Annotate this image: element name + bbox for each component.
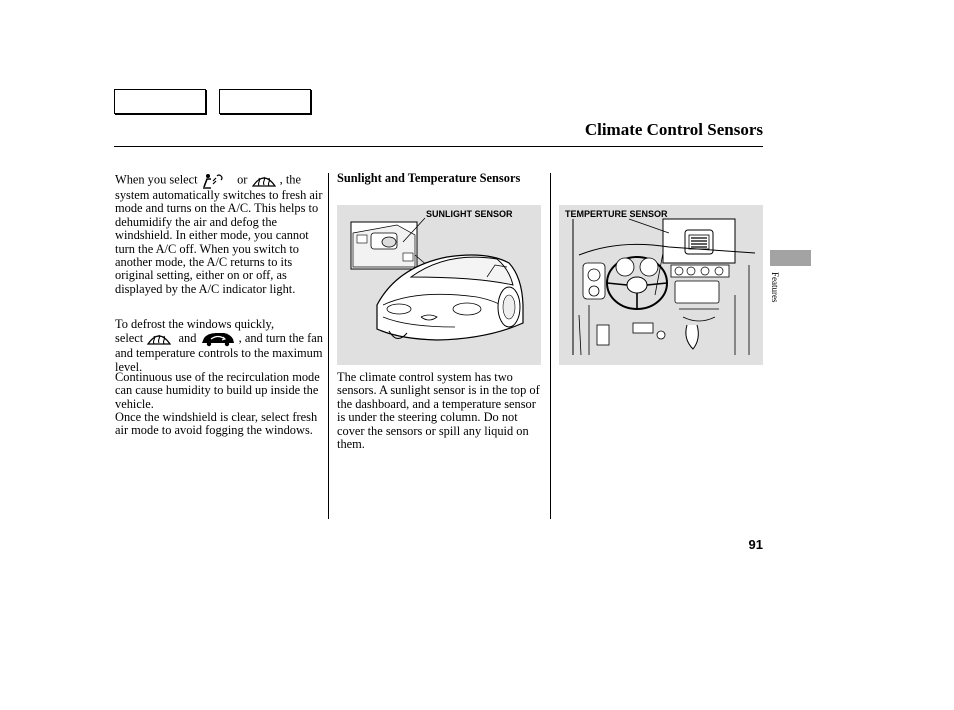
nav-box-next[interactable] — [219, 89, 311, 114]
recirculation-humidity-paragraph: Continuous use of the recirculation mode can cause humidity to build up inside the vehicle. — [115, 370, 320, 411]
column-divider-right — [550, 173, 551, 519]
para2-and: and — [178, 331, 197, 346]
defrost-paragraph — [115, 318, 325, 374]
page-title: Climate Control Sensors — [584, 120, 763, 139]
temperature-sensor-figure — [559, 205, 763, 365]
sunlight-sensor-figure — [337, 205, 541, 365]
dashboard-illustration — [559, 205, 763, 365]
para1-text-rest: , the system automatically switches to fresh air mode and turns on the A/C. This helps to dehumidify the air and defog the windshield. In either mode, you cannot turn the A/C off. When you switch to another mode, the A/C returns to its original setting, either on or off, as displayed by the A/C indicator light. — [115, 172, 323, 296]
section-tab[interactable] — [770, 250, 811, 266]
sensor-description-paragraph: The climate control system has two sensors. A sunlight sensor is in the top of the dashboard, and a temperature sensor is under the steering column. Do not cover the sensors or spill any liquid on them. — [337, 370, 540, 452]
nav-box-previous[interactable] — [114, 89, 206, 114]
sunlight-sensor-label: SUNLIGHT SENSOR — [426, 209, 513, 219]
defrost-icon — [146, 332, 172, 346]
mode-paragraph — [115, 172, 325, 296]
car-illustration — [337, 205, 541, 365]
floor-defrost-mode-icon — [201, 172, 225, 189]
para1-or: or — [237, 172, 248, 187]
page-number: 91 — [748, 537, 763, 552]
section-tab-label: Features — [770, 272, 780, 303]
para2-text-rest: , and turn the fan and temperature controls to the maximum level. — [115, 331, 323, 374]
fresh-air-paragraph: Once the windshield is clear, select fresh air mode to avoid fogging the windows. — [115, 410, 318, 438]
defrost-icon — [251, 174, 277, 188]
section-heading: Sunlight and Temperature Sensors — [337, 171, 521, 185]
title-rule — [114, 146, 763, 147]
para1-text-start: When you select — [115, 172, 198, 187]
recirculation-icon — [200, 331, 236, 347]
para2-select: select — [115, 331, 144, 346]
temperature-sensor-label: TEMPERTURE SENSOR — [565, 209, 668, 219]
para2-line1: To defrost the windows quickly, — [115, 317, 275, 331]
column-divider-left — [328, 173, 329, 519]
